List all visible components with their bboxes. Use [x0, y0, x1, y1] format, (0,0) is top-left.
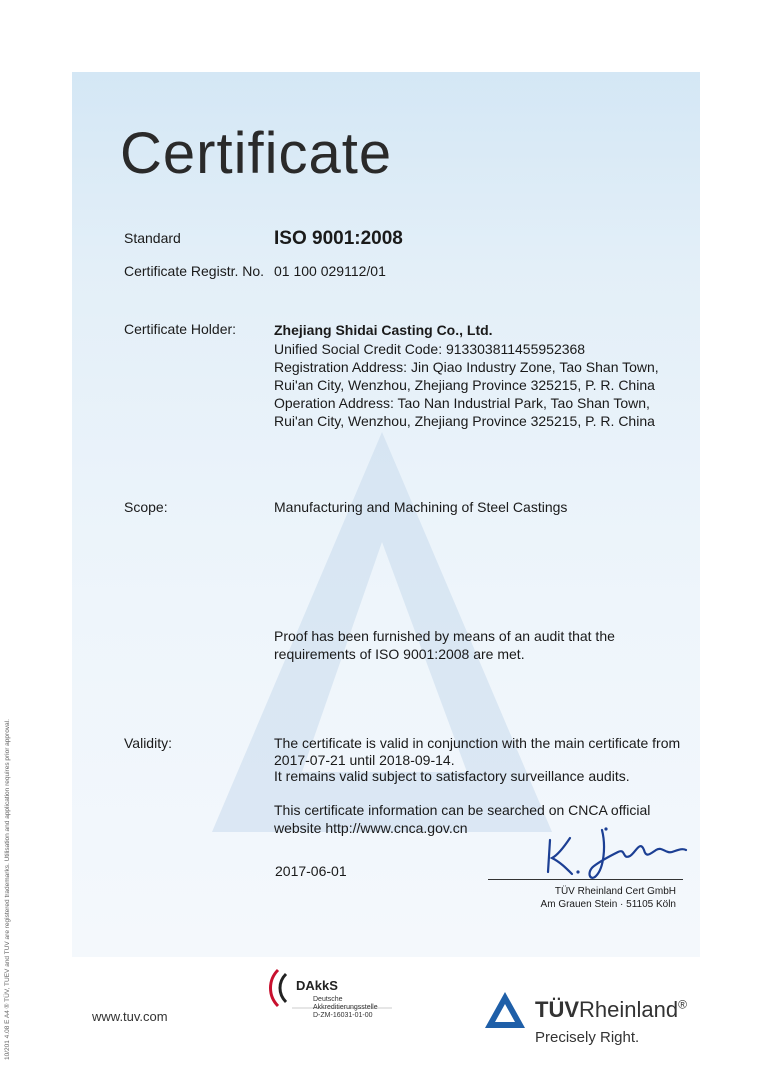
holder-registration-address: Registration Address: Jin Qiao Industry Zone, Tao Shan Town,: [274, 359, 659, 375]
dakks-line-1: Deutsche: [313, 996, 343, 1003]
tuv-rheinland-wordmark: [535, 997, 687, 1023]
validity-line-1: The certificate is valid in conjunction with the main certificate from: [274, 735, 681, 751]
registered-mark: ®: [678, 997, 687, 1012]
tuv-website[interactable]: www.tuv.com: [92, 1009, 168, 1024]
registration-value: 01 100 029112/01: [274, 263, 386, 279]
issuer-block: [541, 885, 676, 911]
holder-operation-city: Rui'an City, Wenzhou, Zhejiang Province 325215, P. R. China: [274, 413, 655, 429]
trademark-note: 10/201 4.08 E A4 ® TÜV, TUEV and TUV are registered trademarks. Utilisation and application requires prior approval.: [4, 719, 11, 1060]
proof-line-2: requirements of ISO 9001:2008 are met.: [274, 646, 525, 662]
signature: [540, 826, 690, 880]
proof-line-1: Proof has been furnished by means of an audit that the: [274, 628, 615, 644]
holder-label: Certificate Holder:: [124, 321, 237, 337]
issuer-address: Am Grauen Stein · 51105 Köln: [540, 899, 676, 910]
cnca-website: website http://www.cnca.gov.cn: [274, 820, 468, 836]
tuv-triangle-logo-icon: [483, 990, 527, 1030]
registration-label: Certificate Registr. No.: [124, 263, 265, 279]
tuv-wordmark-rest: Rheinland: [579, 997, 679, 1022]
dakks-accreditation-number: D-ZM-16031-01-00: [313, 1012, 373, 1019]
validity-line-3: It remains valid subject to satisfactory surveillance audits.: [274, 768, 630, 784]
tuv-tagline: Precisely Right.: [535, 1029, 640, 1046]
standard-label: Standard: [124, 230, 181, 246]
dakks-details: [313, 996, 378, 1020]
signature-line: [488, 879, 683, 880]
certificate-title: Certificate: [120, 121, 393, 186]
holder-registration-city: Rui'an City, Wenzhou, Zhejiang Province 325215, P. R. China: [274, 377, 655, 393]
cnca-line-1: This certificate information can be searched on CNCA official: [274, 802, 651, 818]
scope-value: Manufacturing and Machining of Steel Castings: [274, 499, 568, 515]
holder-name: Zhejiang Shidai Casting Co., Ltd.: [274, 322, 493, 338]
issue-date: 2017-06-01: [275, 863, 347, 879]
dakks-line-2: Akkreditierungsstelle: [313, 1004, 378, 1011]
dakks-name: DAkkS: [296, 978, 338, 993]
scope-label: Scope:: [124, 499, 168, 515]
holder-operation-address: Operation Address: Tao Nan Industrial Park, Tao Shan Town,: [274, 395, 650, 411]
tuv-wordmark-bold: TÜV: [535, 997, 579, 1022]
validity-label: Validity:: [124, 735, 172, 751]
holder-credit-code: Unified Social Credit Code: 913303811455952368: [274, 341, 586, 357]
standard-value: ISO 9001:2008: [274, 228, 403, 249]
issuer-name: TÜV Rheinland Cert GmbH: [554, 886, 676, 897]
validity-line-2: 2017-07-21 until 2018-09-14.: [274, 752, 455, 768]
